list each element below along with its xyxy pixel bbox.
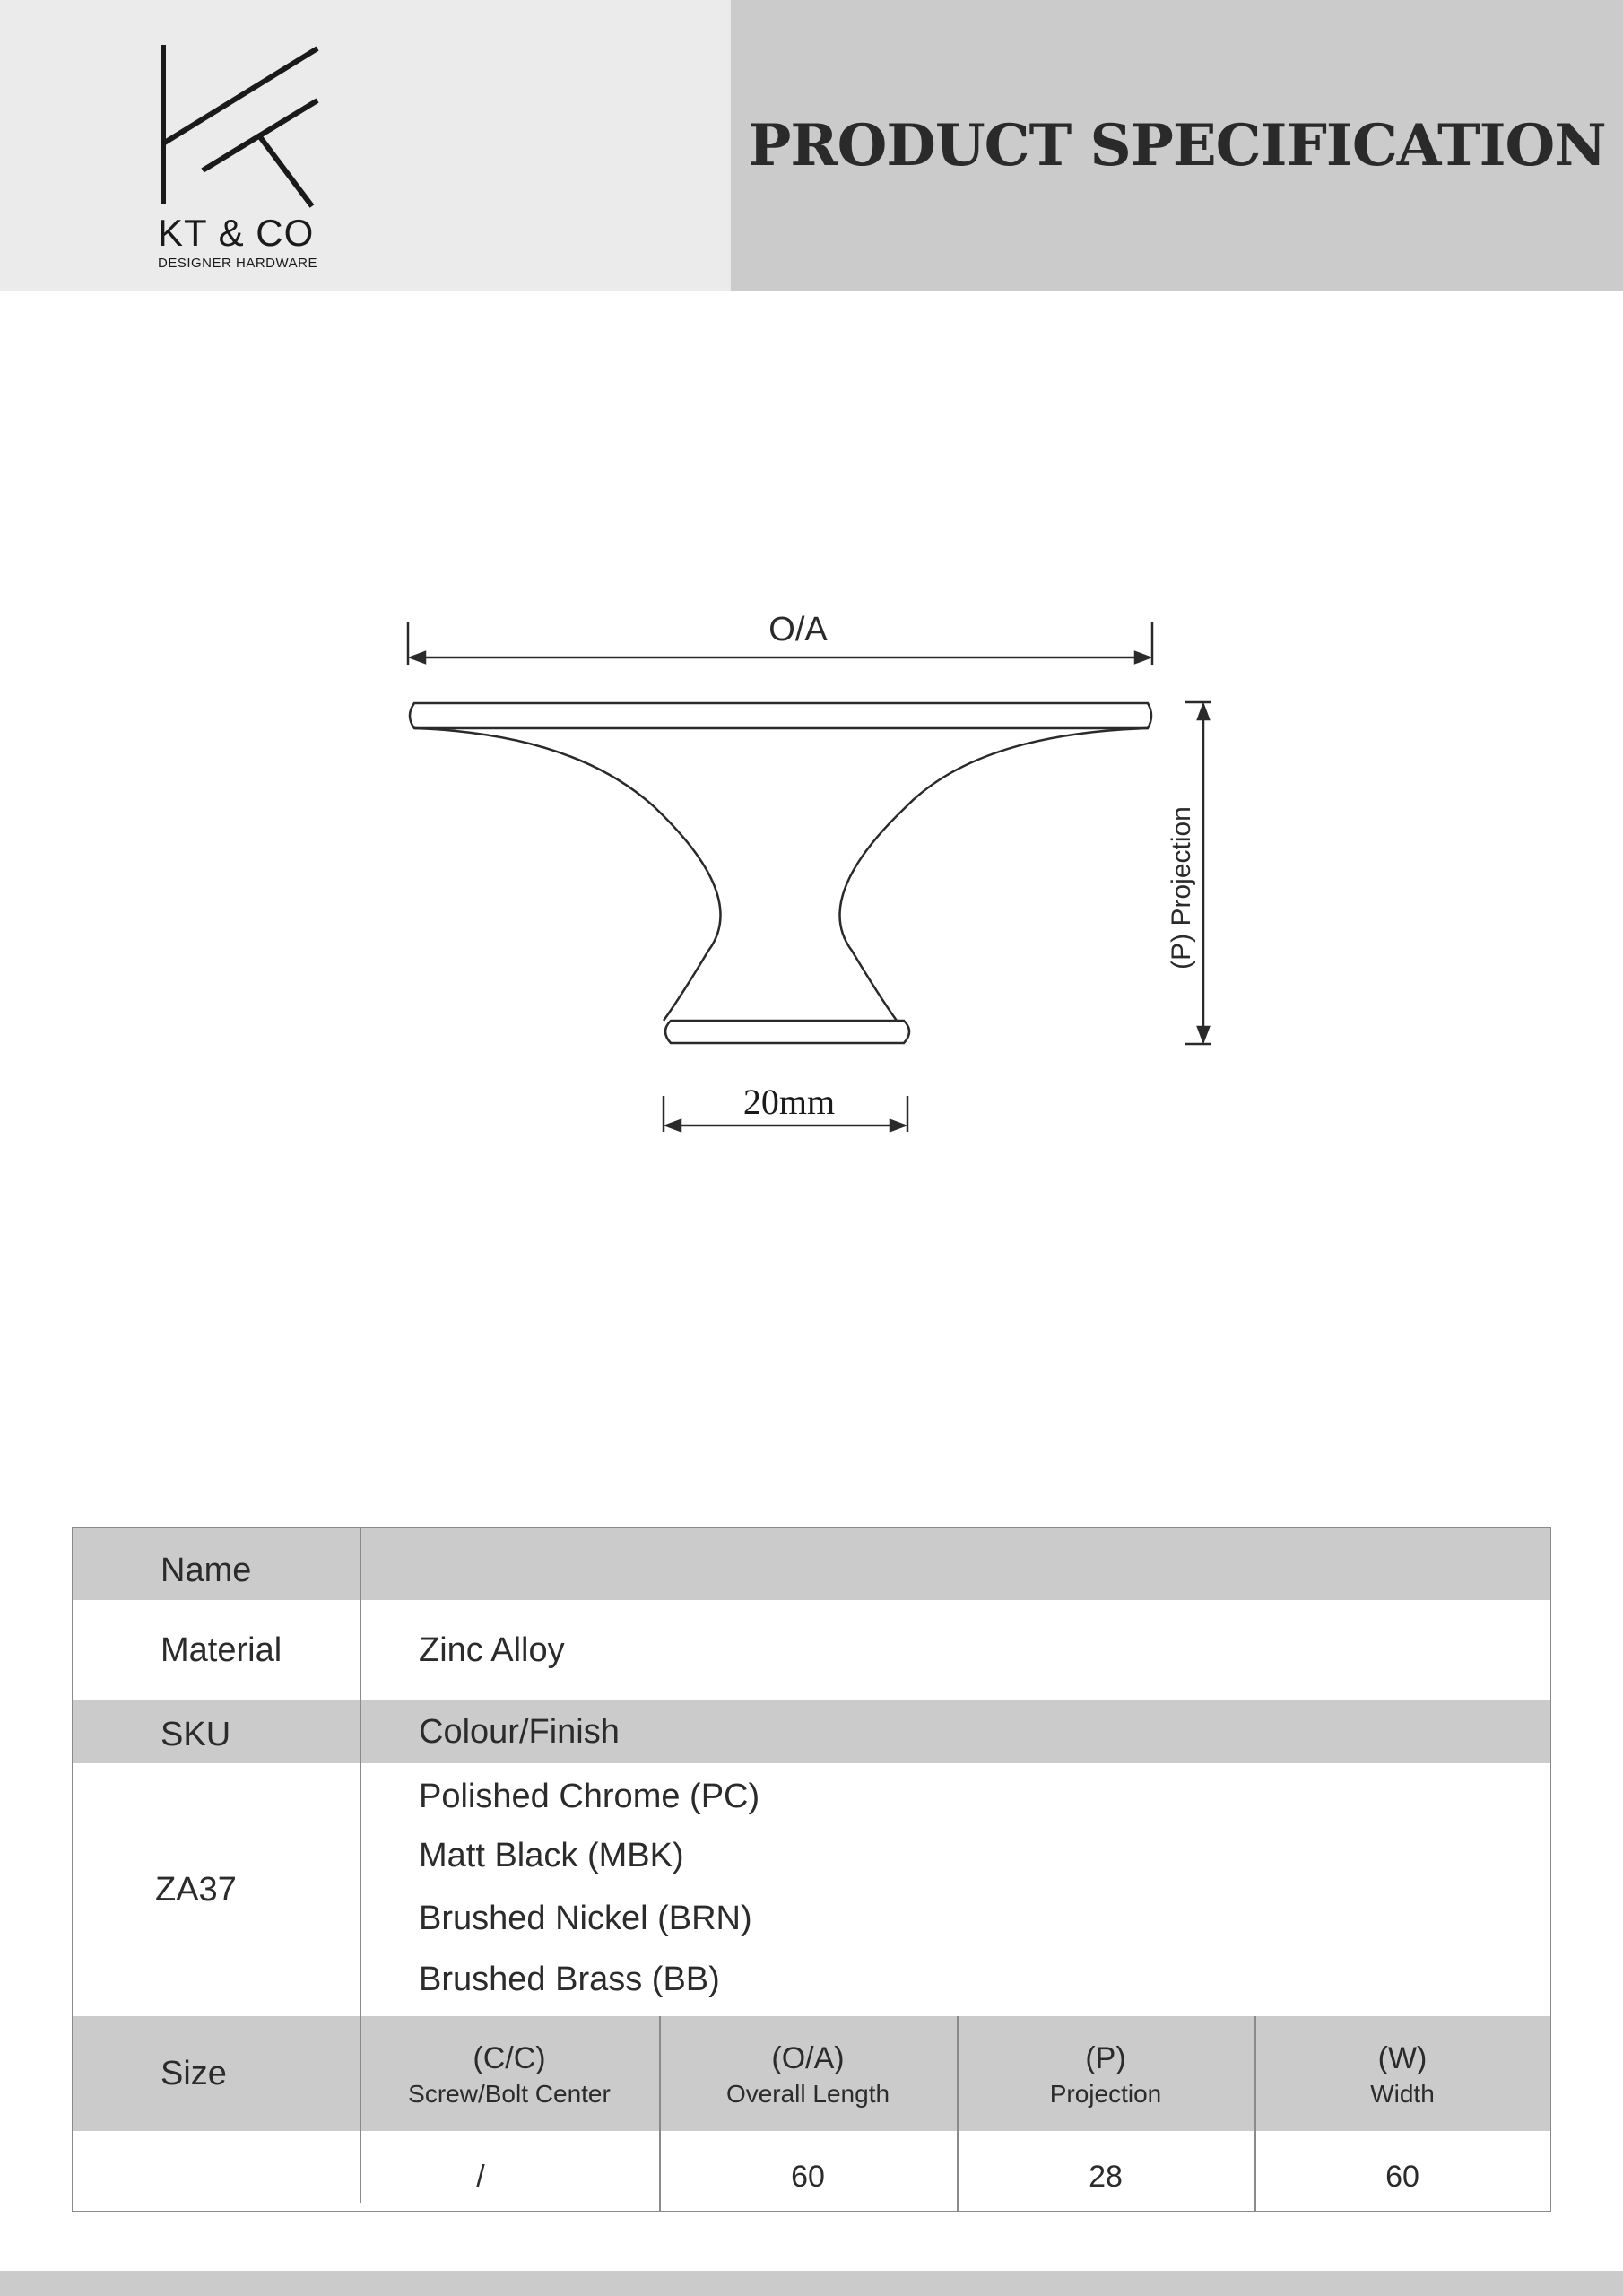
sku-value: ZA37 xyxy=(155,1870,237,1909)
size-header-row xyxy=(73,2016,1550,2131)
name-label: Name xyxy=(161,1552,252,1589)
size-desc: Width xyxy=(1370,2080,1435,2108)
size-desc: Overall Length xyxy=(725,2080,890,2108)
table-divider xyxy=(1254,2016,1256,2211)
size-code: (O/A) xyxy=(771,2041,845,2075)
size-value-p: 28 xyxy=(1089,2160,1123,2194)
size-value-cc: / xyxy=(476,2160,485,2194)
spec-table xyxy=(72,1527,1551,2212)
size-column-p xyxy=(957,2041,1254,2109)
size-label: Size xyxy=(161,2054,227,2092)
brand-tagline: DESIGNER HARDWARE xyxy=(158,256,317,271)
size-values-row xyxy=(73,2131,1550,2211)
brand-logo xyxy=(0,0,731,291)
kt-monogram-icon xyxy=(0,0,731,291)
finish-item: Matt Black (MBK) xyxy=(419,1837,684,1874)
size-code: (P) xyxy=(1085,2041,1126,2075)
page-title: PRODUCT SPECIFICATION xyxy=(748,111,1606,179)
size-value-oa: 60 xyxy=(791,2160,825,2194)
name-value xyxy=(360,1528,1550,1600)
name-row xyxy=(73,1528,1550,1600)
projection-label: (P) Projection xyxy=(1167,806,1196,970)
material-label: Material xyxy=(161,1631,282,1669)
sku-header-row xyxy=(73,1700,1550,1763)
table-divider xyxy=(360,1528,361,2203)
brand-name: KT & CO xyxy=(158,212,315,254)
size-code: (W) xyxy=(1377,2041,1428,2075)
size-column-oa xyxy=(659,2041,957,2109)
overall-length-label: O/A xyxy=(768,611,828,648)
size-column-cc xyxy=(360,2041,659,2109)
size-desc: Projection xyxy=(1049,2080,1162,2108)
size-value-w: 60 xyxy=(1385,2160,1419,2194)
sku-label: SKU xyxy=(161,1715,231,1753)
base-width-label: 20mm xyxy=(742,1082,836,1122)
knob-technical-drawing xyxy=(0,291,1623,1187)
footer-bar xyxy=(0,2271,1623,2296)
finish-header: Colour/Finish xyxy=(419,1712,620,1751)
sku-finishes-row xyxy=(73,1763,1550,2016)
finish-item: Brushed Brass (BB) xyxy=(419,1961,720,1998)
material-value: Zinc Alloy xyxy=(419,1631,565,1669)
size-code: (C/C) xyxy=(473,2041,546,2075)
table-divider xyxy=(957,2016,959,2211)
table-divider xyxy=(659,2016,661,2211)
size-desc: Screw/Bolt Center xyxy=(408,2080,611,2108)
size-column-w xyxy=(1254,2041,1550,2109)
finish-item: Polished Chrome (PC) xyxy=(419,1778,760,1815)
finish-item: Brushed Nickel (BRN) xyxy=(419,1900,752,1937)
material-row xyxy=(73,1600,1550,1700)
